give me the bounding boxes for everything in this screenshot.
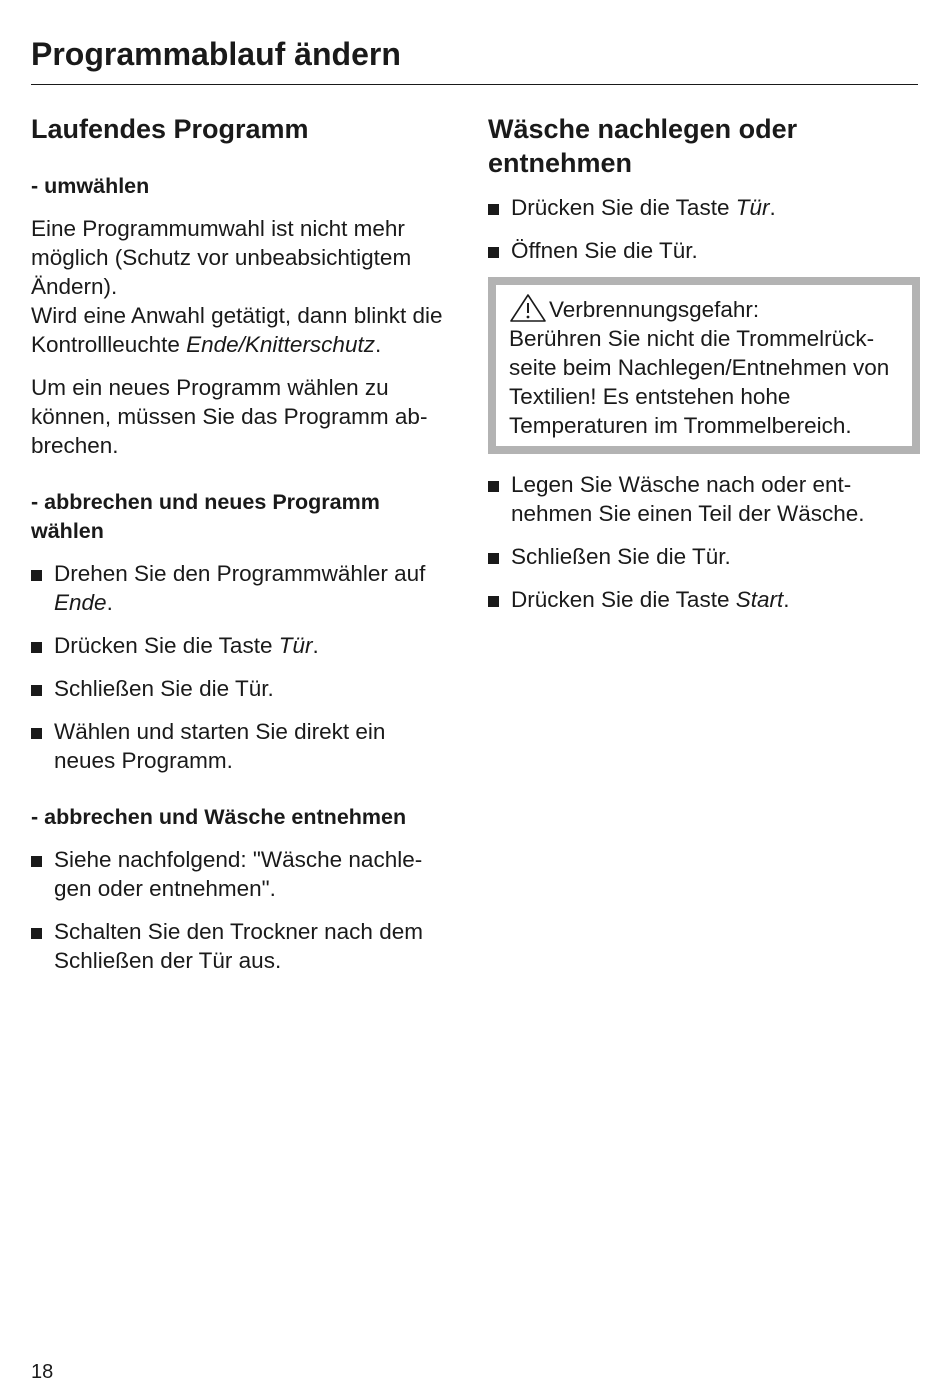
emphasis-text: Tür <box>278 633 313 658</box>
instruction-list-neues-programm <box>31 559 461 775</box>
paragraph-text: . <box>374 332 382 357</box>
list-item-text: Schalten Sie den Trockner nach dem Schließen der Tür aus. <box>54 919 423 973</box>
list-item-text: Wählen und starten Sie direkt ein neues Programm. <box>54 719 386 773</box>
emphasis-text: Ende <box>54 590 107 615</box>
section-title-waesche-nachlegen: Wäsche nachlegen oder entnehmen <box>488 114 798 178</box>
list-item <box>31 917 464 975</box>
bullet-square-icon <box>488 553 499 564</box>
list-item-text: . <box>312 633 319 658</box>
bullet-square-icon <box>488 247 499 258</box>
list-item-text: . <box>783 587 790 612</box>
subsection-title-abbrechen-neues-programm: - abbrechen und neues Programm wählen <box>31 490 380 543</box>
warning-triangle-icon <box>509 293 547 323</box>
subsection-title-abbrechen-waesche-entnehmen: - abbrechen und Wäsche entnehmen <box>31 805 407 829</box>
list-item <box>488 585 920 614</box>
warning-text: Berühren Sie nicht die Trommelrück-seite beim Nachlegen/Entnehmen von Textilien! Es entstehen hohe Temperaturen im Trommelbereich. <box>509 326 890 438</box>
bullet-square-icon <box>31 856 42 867</box>
emphasis-text: Tür <box>735 195 770 220</box>
list-item-text: Drücken Sie die Taste <box>54 633 279 658</box>
bullet-square-icon <box>488 481 499 492</box>
list-item <box>31 631 461 660</box>
left-column <box>31 112 461 975</box>
list-item <box>488 542 920 571</box>
bullet-square-icon <box>31 728 42 739</box>
paragraph-programm-abbrechen: Um ein neues Programm wählen zu können, müssen Sie das Programm ab-brechen. <box>31 375 428 458</box>
paragraph-text: Eine Programmumwahl ist nicht mehr möglich (Schutz vor unbeabsichtigtem Ändern). <box>31 216 412 299</box>
emphasis-text: Ende/Knitterschutz <box>186 332 375 357</box>
list-item <box>31 559 461 617</box>
emphasis-text: Start <box>735 587 784 612</box>
bullet-square-icon <box>31 928 42 939</box>
instruction-list-tuer-oeffnen <box>488 193 920 265</box>
bullet-square-icon <box>31 570 42 581</box>
list-item-text: Siehe nachfolgend: "Wäsche nachle-gen oder entnehmen". <box>54 847 423 901</box>
list-item <box>31 717 434 775</box>
list-item-text: Legen Sie Wäsche nach oder ent-nehmen Sie einen Teil der Wäsche. <box>511 472 865 526</box>
warning-heading-line <box>509 293 900 324</box>
list-item-text: Schließen Sie die Tür. <box>54 676 274 701</box>
section-title-laufendes-programm: Laufendes Programm <box>31 114 309 144</box>
instruction-list-waesche-entnehmen <box>31 845 461 975</box>
bullet-square-icon <box>31 685 42 696</box>
page-title: Programmablauf ändern <box>31 36 401 72</box>
right-column <box>488 112 920 614</box>
list-item-text: Drücken Sie die Taste <box>511 195 736 220</box>
list-item-text: Drücken Sie die Taste <box>511 587 736 612</box>
subsection-title-umwaehlen: - umwählen <box>31 174 150 198</box>
warning-heading: Verbrennungsgefahr: <box>549 297 760 322</box>
list-item-text: . <box>106 590 113 615</box>
paragraph-umwahl-nicht-moeglich <box>31 214 451 359</box>
bullet-square-icon <box>488 596 499 607</box>
list-item <box>31 674 461 703</box>
burn-warning-box <box>488 277 920 454</box>
list-item-text: Drehen Sie den Programmwähler auf <box>54 561 426 586</box>
bullet-square-icon <box>488 204 499 215</box>
list-item <box>488 193 920 222</box>
list-item <box>488 236 920 265</box>
list-item <box>31 845 459 903</box>
list-item-text: Öffnen Sie die Tür. <box>511 238 698 263</box>
list-item <box>488 470 911 528</box>
page-number: 18 <box>31 1361 54 1383</box>
title-divider <box>31 84 918 85</box>
bullet-square-icon <box>31 642 42 653</box>
paragraph-text: Wird eine Anwahl getätigt, dann blinkt die Kontrollleuchte <box>31 303 443 357</box>
list-item-text: . <box>769 195 776 220</box>
list-item-text: Schließen Sie die Tür. <box>511 544 731 569</box>
instruction-list-nachlegen <box>488 470 920 614</box>
